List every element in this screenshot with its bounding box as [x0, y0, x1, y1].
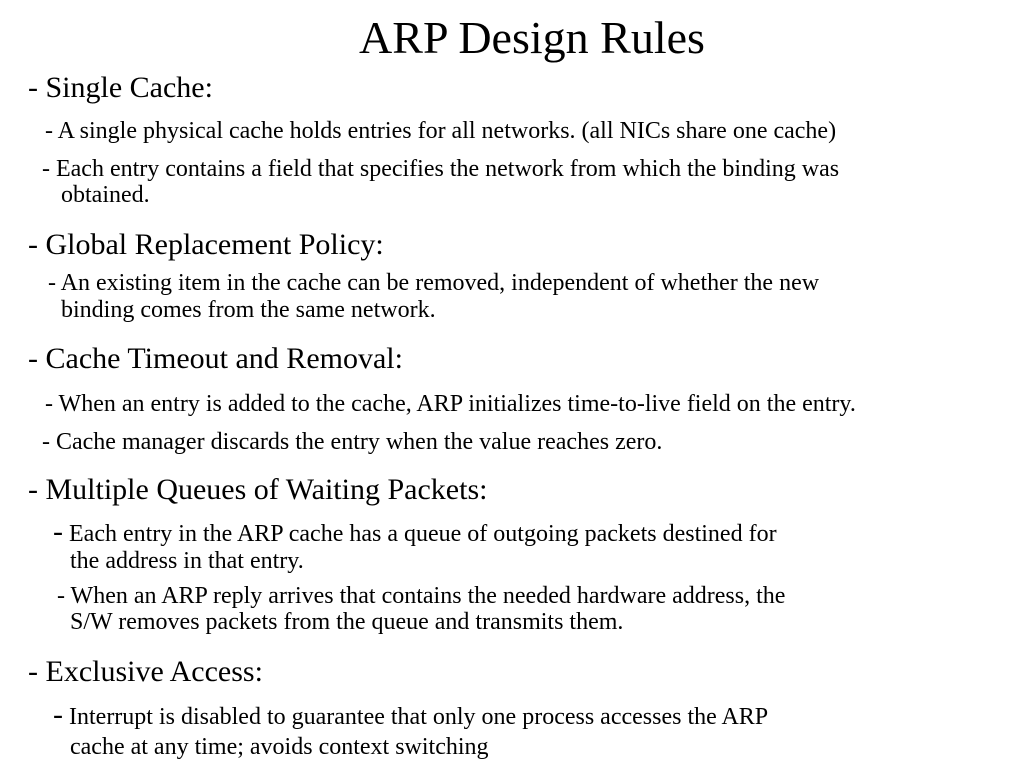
bullet-multiple-queues-1-cont: the address in that entry.	[70, 548, 304, 574]
section-heading-exclusive-access: - Exclusive Access:	[28, 655, 263, 688]
bullet-dash: -	[53, 698, 63, 731]
bullet-exclusive-access-1-cont: cache at any time; avoids context switching	[70, 734, 489, 760]
bullet-global-replacement-1-cont: binding comes from the same network.	[61, 297, 436, 323]
bullet-multiple-queues-2: - When an ARP reply arrives that contains the needed hardware address, the	[57, 583, 786, 609]
section-heading-cache-timeout: - Cache Timeout and Removal:	[28, 342, 403, 375]
bullet-cache-timeout-1: - When an entry is added to the cache, ARP initializes time-to-live field on the entry.	[45, 391, 856, 417]
section-heading-multiple-queues: - Multiple Queues of Waiting Packets:	[28, 473, 488, 506]
bullet-dash: -	[53, 515, 63, 548]
bullet-exclusive-access-1	[53, 698, 769, 731]
section-heading-single-cache: - Single Cache:	[28, 71, 213, 104]
bullet-multiple-queues-1-text: Each entry in the ARP cache has a queue of outgoing packets destined for	[69, 521, 777, 547]
bullet-single-cache-2: - Each entry contains a field that specifies the network from which the binding was	[42, 156, 840, 182]
bullet-single-cache-1: - A single physical cache holds entries for all networks. (all NICs share one cache)	[45, 118, 837, 144]
bullet-multiple-queues-2-cont: S/W removes packets from the queue and transmits them.	[70, 609, 624, 635]
bullet-global-replacement-1: - An existing item in the cache can be removed, independent of whether the new	[48, 270, 820, 296]
bullet-multiple-queues-1	[53, 515, 777, 548]
bullet-single-cache-2-cont: obtained.	[61, 182, 150, 208]
slide-title: ARP Design Rules	[359, 12, 705, 63]
bullet-exclusive-access-1-text: Interrupt is disabled to guarantee that only one process accesses the ARP	[69, 704, 769, 730]
section-heading-global-replacement: - Global Replacement Policy:	[28, 228, 384, 261]
bullet-cache-timeout-2: - Cache manager discards the entry when the value reaches zero.	[42, 429, 663, 455]
